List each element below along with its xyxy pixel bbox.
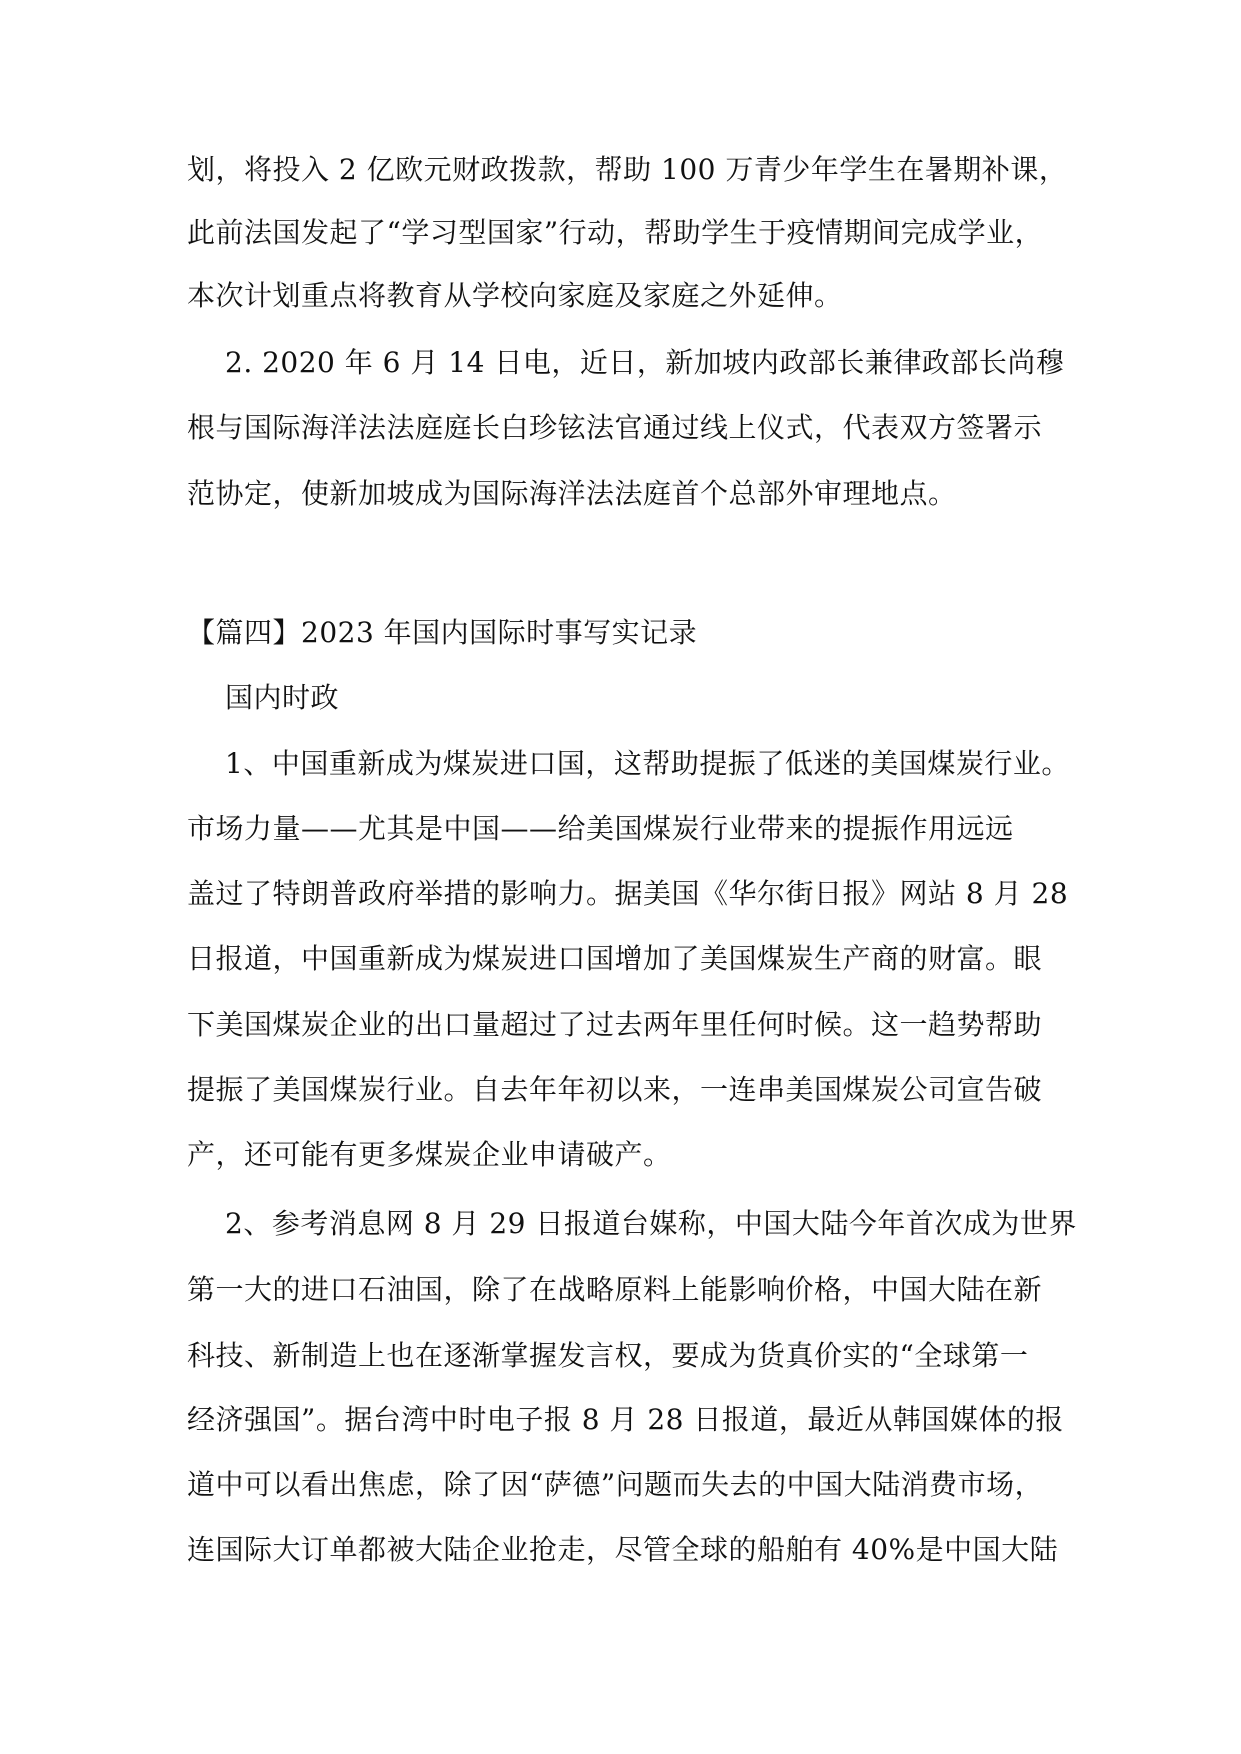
paragraph-line: 提振了美国煤炭行业。自去年年初以来，一连串美国煤炭公司宣告破 (187, 1073, 1043, 1106)
paragraph-line: 经济强国”。据台湾中时电子报 8 月 28 日报道，最近从韩国媒体的报 (187, 1403, 1064, 1436)
paragraph-line: 盖过了特朗普政府举措的影响力。据美国《华尔街日报》网站 8 月 28 (187, 877, 1069, 910)
paragraph-line: 划，将投入 2 亿欧元财政拨款，帮助 100 万青少年学生在暑期补课， (187, 153, 1068, 186)
paragraph-line: 此前法国发起了“学习型国家”行动，帮助学生于疫情期间完成学业， (187, 216, 1044, 249)
paragraph-line: 根与国际海洋法法庭庭长白珍铉法官通过线上仪式，代表双方签署示 (187, 411, 1043, 444)
paragraph-line: 2、参考消息网 8 月 29 日报道台媒称，中国大陆今年首次成为世界 (225, 1207, 1077, 1240)
paragraph-line: 下美国煤炭企业的出口量超过了过去两年里任何时候。这一趋势帮助 (187, 1008, 1043, 1041)
paragraph-line: 产，还可能有更多煤炭企业申请破产。 (187, 1138, 672, 1171)
paragraph-line: 日报道，中国重新成为煤炭进口国增加了美国煤炭生产商的财富。眼 (187, 942, 1043, 975)
paragraph-line: 连国际大订单都被大陆企业抢走，尽管全球的船舶有 40%是中国大陆 (187, 1533, 1059, 1566)
paragraph-line: 本次计划重点将教育从学校向家庭及家庭之外延伸。 (187, 279, 843, 312)
section-heading: 【篇四】2023 年国内国际时事写实记录 (187, 616, 698, 649)
subsection-heading: 国内时政 (225, 681, 340, 714)
paragraph-line: 范协定，使新加坡成为国际海洋法法庭首个总部外审理地点。 (187, 477, 957, 510)
paragraph-line: 第一大的进口石油国，除了在战略原料上能影响价格，中国大陆在新 (187, 1273, 1043, 1306)
paragraph-line: 市场力量——尤其是中国——给美国煤炭行业带来的提振作用远远 (187, 812, 1014, 845)
paragraph-line: 2. 2020 年 6 月 14 日电，近日，新加坡内政部长兼律政部长尚穆 (225, 346, 1065, 379)
paragraph-line: 科技、新制造上也在逐渐掌握发言权，要成为货真价实的“全球第一 (187, 1339, 1029, 1372)
paragraph-line: 1、中国重新成为煤炭进口国，这帮助提振了低迷的美国煤炭行业。 (225, 747, 1070, 780)
paragraph-line: 道中可以看出焦虑，除了因“萨德”问题而失去的中国大陆消费市场， (187, 1468, 1044, 1501)
